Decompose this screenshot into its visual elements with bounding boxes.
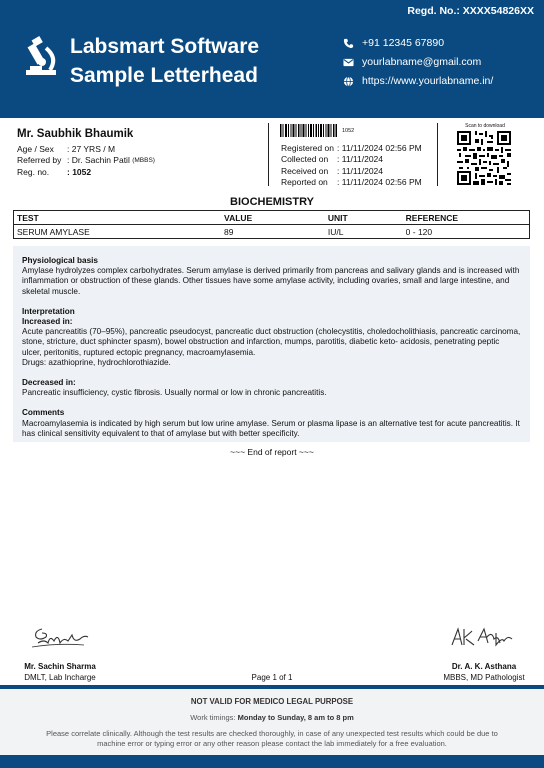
age-sex-value: : 27 YRS / M <box>67 143 116 154</box>
reference-cell: 0 - 120 <box>403 225 530 239</box>
increased-in-heading: Increased in: <box>22 317 73 327</box>
work-timings <box>0 713 544 722</box>
age-sex-label: Age / Sex <box>17 143 54 154</box>
email-text: yourlabname@gmail.com <box>362 56 482 68</box>
date-label: Registered on <box>281 142 334 153</box>
referred-by-label: Referred by <box>17 155 62 166</box>
disclaimer: Please correlate clinically. Although the test results are checked thoroughly, in case of any unexpected test results which could be due to machine error or typing error or any other reason please contact the lab immediately for a free evaluation. <box>46 729 498 748</box>
barcode-number: 1052 <box>342 128 355 134</box>
signatory-left-title: DMLT, Lab Incharge <box>24 673 96 682</box>
date-row <box>281 177 422 189</box>
decreased-in-heading: Decreased in: <box>22 378 76 388</box>
website-text: https://www.yourlabname.in/ <box>362 75 494 87</box>
unit-cell: IU/L <box>325 225 403 239</box>
signatory-right <box>424 661 544 683</box>
lab-brand-name <box>70 32 259 90</box>
drugs-text: Drugs: azathioprine, hydrochlorothiazide. <box>22 357 171 367</box>
signature-right <box>446 621 524 653</box>
registration-number: Regd. No.: XXXX54826XX <box>407 5 534 17</box>
date-value: : 11/11/2024 02:56 PM <box>337 142 422 153</box>
divider <box>268 123 269 186</box>
globe-icon <box>343 76 354 87</box>
interpretation-heading: Interpretation <box>22 306 75 316</box>
age-sex-row <box>17 143 267 155</box>
end-of-report: ~~~ End of report ~~~ <box>230 447 314 457</box>
qr-code[interactable] <box>457 131 511 185</box>
value-cell: 89 <box>221 225 325 239</box>
physiological-basis-heading: Physiological basis <box>22 256 98 265</box>
microscope-icon <box>20 36 60 80</box>
scan-label: Scan to download <box>465 123 505 129</box>
mail-icon <box>343 57 354 68</box>
website-row <box>343 72 493 90</box>
interpretation-notes <box>13 246 530 442</box>
signatory-right-title: MBBS, MD Pathologist <box>443 673 525 682</box>
date-label: Received on <box>281 165 329 176</box>
date-row <box>281 154 422 166</box>
footer-bar <box>0 755 544 768</box>
column-header: UNIT <box>325 211 403 225</box>
brand-line-2: Sample Letterhead <box>70 64 258 87</box>
date-value: : 11/11/2024 <box>337 154 384 165</box>
patient-name: Mr. Saubhik Bhaumik <box>17 128 134 140</box>
email-row <box>343 53 493 71</box>
contact-info <box>343 34 493 91</box>
increased-in-text: Acute pancreatitis (70–95%), pancreatic pseudocyst, pancreatic duct obstruction (cholecystitis, choledocholithiasis, pancreatic carcinoma, stone, stricture, duct sphincter spasm), bowel obstruction and infarction, mumps, parotitis, diabetic keto- acidosis, penetrating peptic ulcer, peritonitis, ruptured ectopic pregnancy, macroamylasemia. <box>22 327 521 357</box>
date-row <box>281 165 422 177</box>
comments-text: Macroamylasemia is indicated by high serum but low urine amylase. Serum or plasma lipase is an alternative test for acute pancreatitis. It has clinical sensitivity equivalent to that of amylase but with better specificity. <box>22 418 520 438</box>
reg-no-row <box>17 166 267 178</box>
comments-heading: Comments <box>22 408 65 418</box>
reg-no-label: Reg. no. <box>17 166 50 177</box>
phone-text: +91 12345 67890 <box>362 37 445 49</box>
divider <box>437 123 438 186</box>
results-table <box>13 210 530 239</box>
date-value: : 11/11/2024 <box>337 165 384 176</box>
table-header-row <box>14 211 530 225</box>
physiological-basis-text: Amylase hydrolyzes complex carbohydrates. Serum amylase is derived primarily from pancreas and salivary glands and is increased with inflammation or obstruction of these glands. Other tissues have some amylase activity, including ovaries, small and large intestine, and skeletal muscle. <box>22 266 520 296</box>
date-label: Reported on <box>281 177 328 188</box>
phone-icon <box>343 38 354 49</box>
referred-by-row <box>17 155 267 167</box>
date-row <box>281 142 422 154</box>
letterhead-header <box>0 0 544 118</box>
phone-row <box>343 34 493 52</box>
report-dates <box>281 142 422 188</box>
referred-by-value: : Dr. Sachin Patil <box>67 155 130 166</box>
not-valid-notice: NOT VALID FOR MEDICO LEGAL PURPOSE <box>190 697 354 706</box>
timings-label: Work timings: <box>190 713 236 722</box>
barcode <box>280 124 337 137</box>
footer <box>0 689 544 755</box>
decreased-in-text: Pancreatic insufficiency, cystic fibrosis. Usually normal or low in chronic pancreatitis. <box>22 388 327 398</box>
signatory-left-name: Mr. Sachin Sharma <box>24 662 96 671</box>
date-label: Collected on <box>281 154 329 165</box>
patient-info <box>17 128 267 178</box>
reg-no-value: : 1052 <box>67 166 92 177</box>
signatory-right-name: Dr. A. K. Asthana <box>451 662 517 671</box>
timings-value: Monday to Sunday, 8 am to 8 pm <box>237 713 354 722</box>
page-number: Page 1 of 1 <box>251 673 293 682</box>
brand-line-1: Labsmart Software <box>70 35 260 58</box>
test-name-cell: SERUM AMYLASE <box>14 225 222 239</box>
column-header: REFERENCE <box>403 211 530 225</box>
column-header: TEST <box>14 211 222 225</box>
column-header: VALUE <box>221 211 325 225</box>
section-title: BIOCHEMISTRY <box>230 196 314 208</box>
date-value: : 11/11/2024 02:56 PM <box>337 177 422 188</box>
table-row <box>14 225 530 239</box>
referred-by-qualification: (MBBS) <box>132 156 155 164</box>
signature-left <box>28 621 96 653</box>
